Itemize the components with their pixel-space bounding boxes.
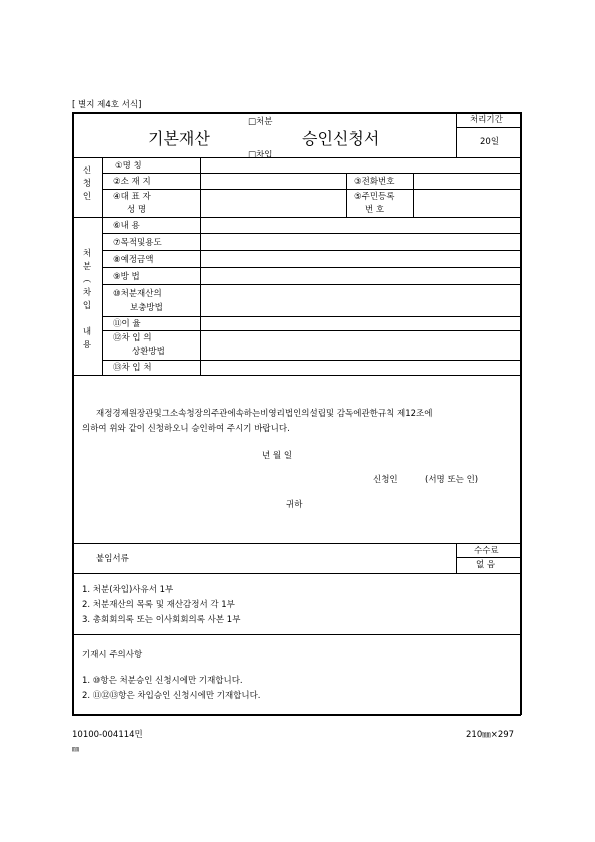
- footer-size: 210㎜×297: [466, 730, 515, 740]
- phone-label: ③전화번호: [354, 177, 395, 187]
- header-bottom-line: [72, 157, 521, 158]
- preserve-label-2: 보충방법: [130, 303, 163, 313]
- location-label: ②소 재 지: [113, 177, 151, 187]
- rate-label: ⑪이 율: [113, 319, 141, 329]
- statement-signature: (서명 또는 인): [425, 475, 479, 485]
- rep-label-1: ④대 표 자: [113, 192, 151, 202]
- row-line: [72, 543, 521, 544]
- fee-value: 없 음: [476, 560, 496, 570]
- table-top-border: [72, 112, 521, 114]
- note-item-1: 1. ⑩항은 처분승인 신청시에만 기재합니다.: [82, 676, 243, 686]
- fee-label: 수수료: [474, 546, 499, 556]
- row-line: [102, 189, 520, 190]
- statement-line-2: 의하여 위와 같이 신청하오니 승인하여 주시기 바랍니다.: [82, 424, 290, 434]
- table-right-border: [520, 112, 522, 715]
- title-right: 승인신청서: [302, 129, 380, 148]
- attachment-item-3: 3. 총회회의록 또는 이사회회의록 사본 1부: [82, 615, 241, 625]
- name-label: ①명 칭: [115, 161, 142, 171]
- processing-value: 20일: [480, 137, 500, 147]
- repay-label-2: 상환방법: [132, 347, 165, 357]
- form-number: [ 별지 제4호 서식]: [72, 100, 142, 110]
- amount-label: ⑧예정금액: [113, 255, 154, 265]
- purpose-label: ⑦목적및용도: [113, 238, 162, 248]
- preserve-label-1: ⑩처분재산의: [113, 289, 162, 299]
- rep-label-2: 성 명: [127, 205, 147, 215]
- row-line: [102, 233, 520, 234]
- processing-label: 처리기간: [470, 115, 503, 125]
- statement-addressee: 귀하: [286, 500, 303, 510]
- method-label: ⑨방 법: [113, 272, 140, 282]
- repay-label-1: ⑫차 입 의: [113, 333, 152, 343]
- table-bottom-border: [72, 714, 521, 716]
- row-line: [102, 250, 520, 251]
- resident-label-2: 번 호: [365, 205, 385, 215]
- table-left-border: [72, 112, 74, 715]
- footer-unit: ㎜: [72, 745, 79, 753]
- content-label: ⑥내 용: [113, 221, 140, 231]
- processing-header-line: [456, 127, 520, 128]
- resident-label-1: ⑤주민등록: [354, 192, 395, 202]
- title-left: 기본재산: [148, 129, 210, 148]
- statement-applicant: 신청인: [373, 475, 398, 485]
- option-borrowing: □차입: [248, 150, 273, 158]
- details-section-label: 처 분 ︵ 차 입 내 용: [82, 249, 92, 350]
- row-line: [72, 375, 521, 376]
- fee-divider: [456, 543, 457, 573]
- applicant-section-label: 신 청 인: [82, 166, 92, 202]
- statement-date: 년 월 일: [262, 451, 293, 461]
- row-line: [102, 316, 520, 317]
- row-line: [72, 634, 521, 635]
- footer-code: 10100-004114민: [72, 730, 143, 740]
- option-disposal: □처분: [248, 117, 273, 127]
- row-line: [102, 284, 520, 285]
- row-line: [102, 267, 520, 268]
- processing-divider: [456, 112, 457, 157]
- row-line: [72, 217, 521, 218]
- row-line: [72, 573, 521, 574]
- attachments-label: 붙임서류: [96, 554, 129, 564]
- note-item-2: 2. ⑪⑫⑬항은 차입승인 신청시에만 기재합니다.: [82, 691, 261, 701]
- row-line: [102, 330, 520, 331]
- attachment-item-1: 1. 처분(차입)사유서 1부: [82, 585, 174, 595]
- lender-label: ⑬차 입 처: [113, 363, 152, 373]
- fee-header-line: [456, 557, 520, 558]
- phone-divider: [346, 173, 347, 217]
- phone-value-divider: [413, 173, 414, 217]
- notes-label: 기재시 주의사항: [82, 650, 143, 660]
- attachment-item-2: 2. 처분재산의 목록 및 재산감정서 각 1부: [82, 600, 235, 610]
- statement-line-1: 재정경제원장관및그소속청장의주관에속하는비영리법인의설립및 감독에관한규칙 제12조에: [96, 409, 433, 419]
- row-line: [102, 360, 520, 361]
- row-line: [102, 173, 520, 174]
